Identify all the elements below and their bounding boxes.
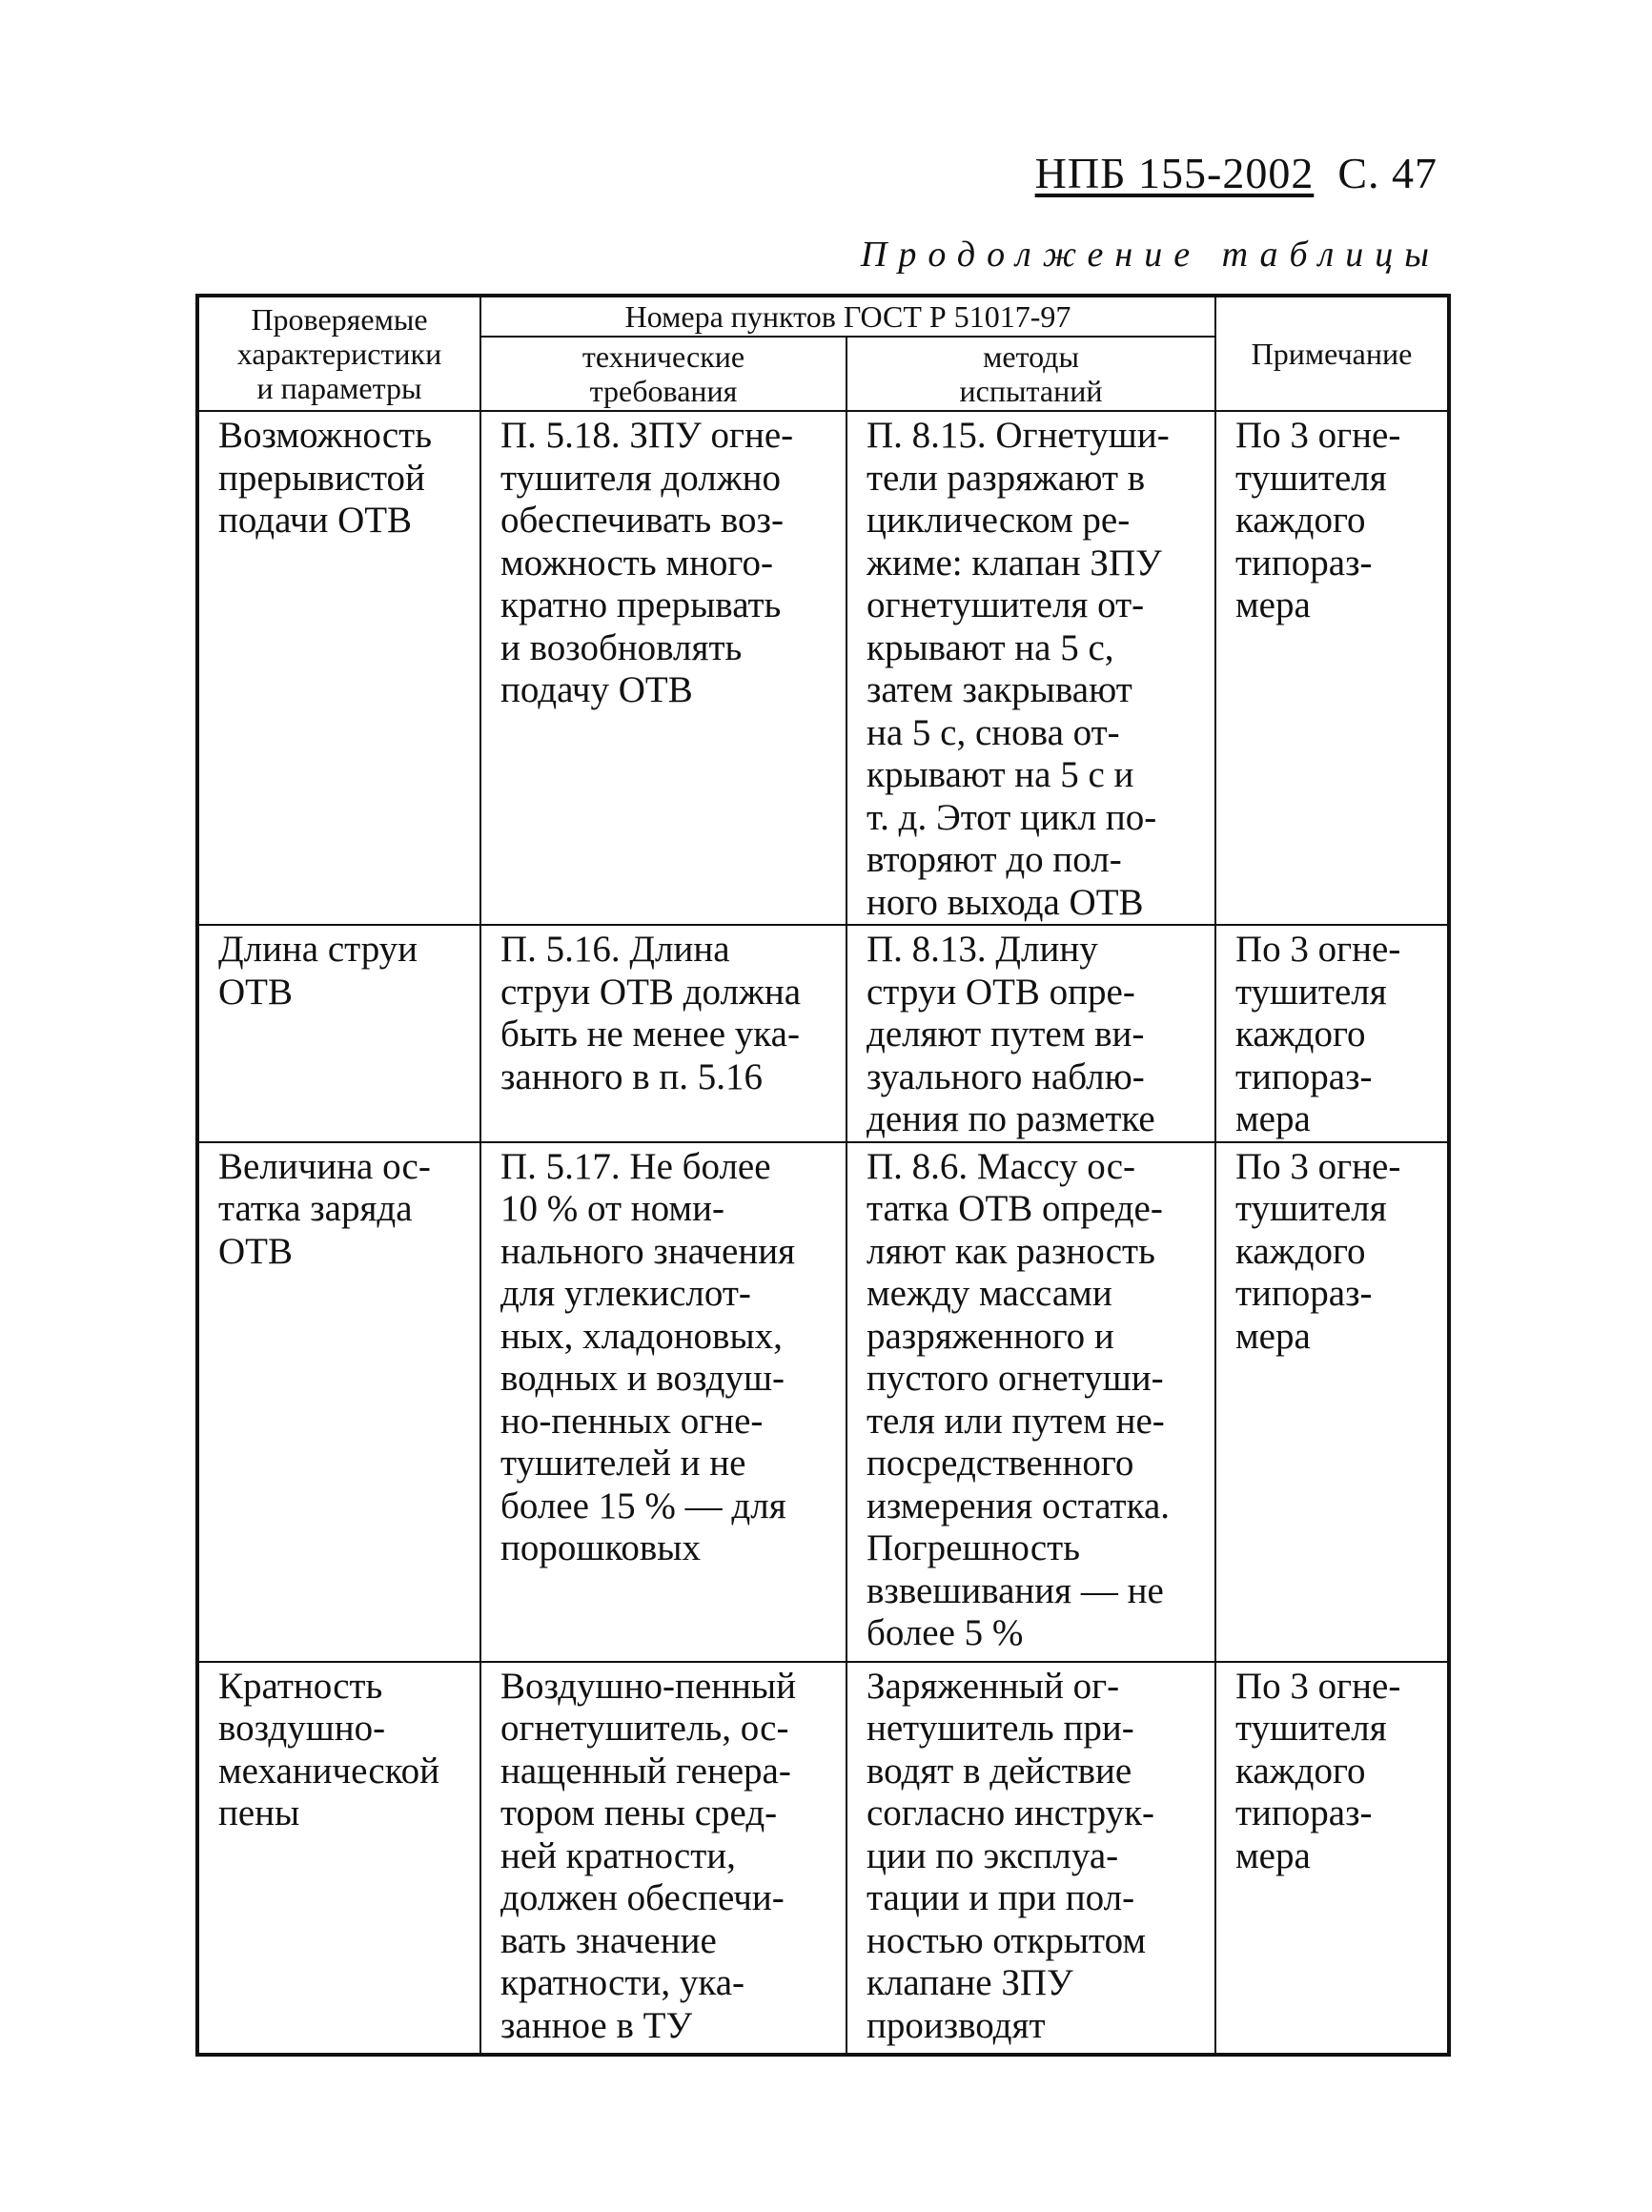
cell-characteristic: Величина ос- татка заряда ОТВ [197, 1142, 480, 1662]
header-gost-group: Номера пунктов ГОСТ Р 51017-97 [480, 296, 1215, 337]
cell-method: П. 8.6. Массу ос- татка ОТВ опреде- ляют как разность между массами разряженного и пустого огнетуши- теля или путем не- посредственного измерения остатка. Погрешность взвешивания — не более 5 % [846, 1142, 1215, 1662]
header-tech-requirements: технические требования [480, 337, 846, 411]
cell-note: По 3 огне- тушителя каждого типораз- мера [1215, 1662, 1449, 2055]
cell-note: По 3 огне- тушителя каждого типораз- мера [1215, 925, 1449, 1142]
page-number: С. 47 [1337, 149, 1438, 197]
page-header [1035, 148, 1438, 198]
requirements-table [195, 294, 1451, 2057]
header-test-methods: методы испытаний [846, 337, 1215, 411]
cell-requirement: П. 5.16. Длина струи ОТВ должна быть не менее ука- занного в п. 5.16 [480, 925, 846, 1142]
cell-characteristic: Возможность прерывистой подачи ОТВ [197, 411, 480, 925]
table-row [197, 925, 1449, 1142]
cell-method: П. 8.15. Огнетуши- тели разряжают в циклическом ре- жиме: клапан ЗПУ огнетушителя от- крывают на 5 с, затем закрывают на 5 с, снова от- крывают на 5 с и т. д. Этот цикл по- вторяют до пол- ного выхода ОТВ [846, 411, 1215, 925]
document-number: НПБ 155-2002 [1034, 149, 1315, 197]
cell-method: Заряженный ог- нетушитель при- водят в действие согласно инструк- ции по эксплуа- тации и при пол- ностью открытом клапане ЗПУ производят [846, 1662, 1215, 2055]
cell-method: П. 8.13. Длину струи ОТВ опре- деляют путем ви- зуального наблю- дения по разметке [846, 925, 1215, 1142]
header-characteristics: Проверяемые характеристики и параметры [197, 296, 480, 411]
cell-requirement: П. 5.17. Не более 10 % от номи- нального значения для углекислот- ных, хладоновых, водных и воздуш- но-пенных огне- тушителей и не более 15 % — для порошковых [480, 1142, 846, 1662]
cell-note: По 3 огне- тушителя каждого типораз- мера [1215, 1142, 1449, 1662]
table-row [197, 411, 1449, 925]
continuation-label: Продолжение таблицы [860, 235, 1440, 275]
cell-note: По 3 огне- тушителя каждого типораз- мера [1215, 411, 1449, 925]
table-header-row [197, 296, 1449, 337]
cell-requirement: П. 5.18. ЗПУ огне- тушителя должно обеспечивать воз- можность много- кратно прерывать и возобновлять подачу ОТВ [480, 411, 846, 925]
cell-characteristic: Длина струи ОТВ [197, 925, 480, 1142]
cell-requirement: Воздушно-пенный огнетушитель, ос- нащенный генера- тором пены сред- ней кратности, должен обеспечи- вать значение кратности, ука- занное в ТУ [480, 1662, 846, 2055]
cell-characteristic: Кратность воздушно- механической пены [197, 1662, 480, 2055]
header-note: Примечание [1215, 296, 1449, 411]
table-row [197, 1662, 1449, 2055]
table-row [197, 1142, 1449, 1662]
